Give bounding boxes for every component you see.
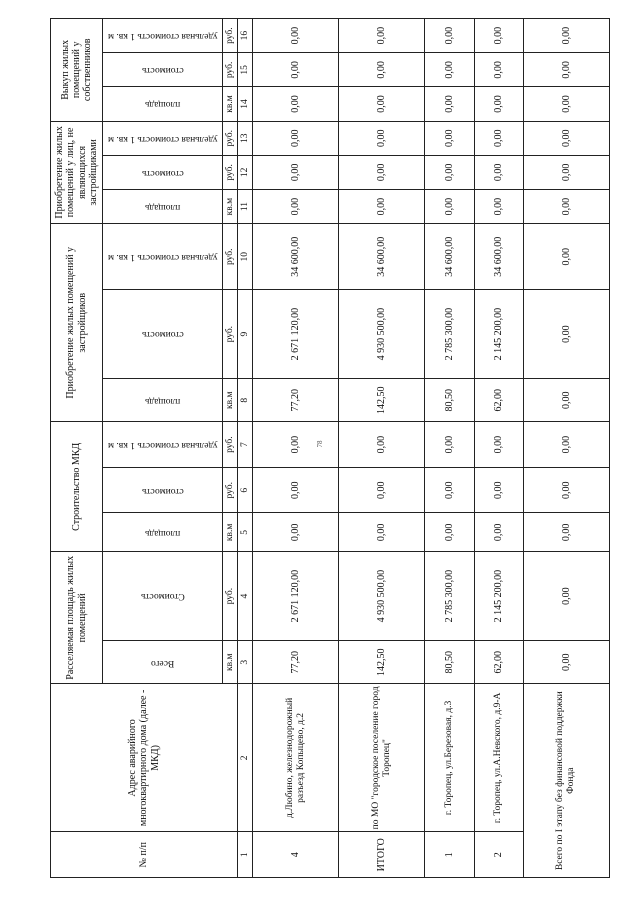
unit-cell: руб. xyxy=(223,552,238,641)
cell: 2 145 200,00 xyxy=(474,290,523,379)
cell: 0,00 xyxy=(474,155,523,189)
unit-cell: кв.м xyxy=(223,87,238,121)
col-number: 6 xyxy=(238,467,253,513)
subheader-area: площадь xyxy=(144,527,181,538)
cell: 0,00 xyxy=(474,19,523,53)
header-construction: Строительство МКД xyxy=(51,422,103,552)
cell: 0,00 xyxy=(523,290,609,379)
cell: 0,00 xyxy=(474,53,523,87)
cell: 0,00 xyxy=(339,467,425,513)
cell: 62,00 xyxy=(474,379,523,422)
unit-cell: руб. xyxy=(223,155,238,189)
cell: 0,00 xyxy=(425,19,474,53)
col-number: 5 xyxy=(238,513,253,552)
cell: 2 145 200,00 xyxy=(474,552,523,641)
cell: 0,00 xyxy=(253,467,339,513)
cell: 0,00 xyxy=(339,53,425,87)
header-purchase-dev: Приобретение жилых помещений у застройщиков xyxy=(51,224,103,422)
page-number: 78 xyxy=(316,440,324,448)
cell: 0,00 xyxy=(339,513,425,552)
unit-cell: руб. xyxy=(223,467,238,513)
col-number: 12 xyxy=(238,155,253,189)
cell: 0,00 xyxy=(425,121,474,155)
cell: 0,00 xyxy=(523,121,609,155)
col-number: 9 xyxy=(238,290,253,379)
subheader-cost: стоимость xyxy=(141,65,184,76)
col-number: 10 xyxy=(238,224,253,290)
col-number: 7 xyxy=(238,422,253,468)
subheader-total: Всего xyxy=(150,657,175,668)
col-number: 16 xyxy=(238,19,253,53)
cell: 0,00 xyxy=(523,189,609,223)
unit-cell: руб. xyxy=(223,224,238,290)
cell: 0,00 xyxy=(523,379,609,422)
cell: 0,00 xyxy=(523,422,609,468)
cell: 77,20 xyxy=(253,641,339,684)
col-number: 2 xyxy=(238,684,253,832)
col-number: 3 xyxy=(238,641,253,684)
col-number: 1 xyxy=(238,832,253,878)
unit-cell: руб. xyxy=(223,19,238,53)
subheader-unit-cost: удельная стоимость 1 кв. м xyxy=(107,30,218,41)
unit-cell: кв.м xyxy=(223,513,238,552)
cell: 0,00 xyxy=(253,155,339,189)
cell: 62,00 xyxy=(474,641,523,684)
header-resettled: Расселяемая площадь жилых помещений xyxy=(51,552,103,684)
cell: 4 930 500,00 xyxy=(339,290,425,379)
cell: 0,00 xyxy=(523,467,609,513)
table-row xyxy=(425,19,474,878)
col-number: 8 xyxy=(238,379,253,422)
header-purchase-non-dev: Приобретение жилых помещений у лиц, не являющихся застройщиками xyxy=(51,121,103,224)
cell: 0,00 xyxy=(474,87,523,121)
cell: 0,00 xyxy=(339,121,425,155)
header-buyout: Выкуп жилых помещений у собственников xyxy=(51,19,103,122)
cell: 80,50 xyxy=(425,379,474,422)
row-num: 1 xyxy=(425,832,474,878)
cell: 0,00 xyxy=(425,513,474,552)
cell: 0,00 xyxy=(523,155,609,189)
cell: 0,00 xyxy=(253,87,339,121)
row-address: д.Любино, железнодорожный разъезд Копыцево, д.2 xyxy=(253,684,339,832)
unit-cell: руб. xyxy=(223,422,238,468)
cell: 0,00 xyxy=(253,121,339,155)
cell: 0,00 xyxy=(339,87,425,121)
col-number: 4 xyxy=(238,552,253,641)
cell: 34 600,00 xyxy=(425,224,474,290)
row-address: г. Торопец, ул.А.Невского, д.9-А xyxy=(474,684,523,832)
subheader-area: площадь xyxy=(144,99,181,110)
cell: 0,00 xyxy=(523,513,609,552)
cell: 0,00 xyxy=(425,467,474,513)
rotated-table-container xyxy=(50,18,610,878)
cell: 0,00 xyxy=(253,19,339,53)
row-address: по МО "городское поселение город Торопец" xyxy=(339,684,425,832)
subheader-unit-cost: удельная стоимость 1 кв. м xyxy=(107,133,218,144)
subheader-area: площадь xyxy=(144,395,181,406)
unit-cell: кв.м xyxy=(223,189,238,223)
col-number: 11 xyxy=(238,189,253,223)
cell: 0,00 xyxy=(523,53,609,87)
row-num: 2 xyxy=(474,832,523,878)
row-num: ИТОГО xyxy=(339,832,425,878)
cell: 34 600,00 xyxy=(339,224,425,290)
resettlement-table xyxy=(50,18,610,878)
cell: 0,00 xyxy=(474,121,523,155)
unit-cell: руб. xyxy=(223,53,238,87)
subheader-cost: стоимость xyxy=(141,329,184,340)
cell: 142,50 xyxy=(339,379,425,422)
cell: 2 785 300,00 xyxy=(425,290,474,379)
header-num: № п/п xyxy=(51,832,238,878)
cell: 0,00 xyxy=(253,189,339,223)
subheader-cost: стоимость xyxy=(141,485,184,496)
cell: 0,00 xyxy=(474,467,523,513)
subheader-area: площадь xyxy=(144,201,181,212)
cell: 0,00 xyxy=(253,422,339,468)
footer-row xyxy=(523,19,609,878)
subheader-unit-cost: удельная стоимость 1 кв. м xyxy=(107,439,218,450)
cell: 0,00 xyxy=(253,513,339,552)
cell: 0,00 xyxy=(474,422,523,468)
cell: 2 785 300,00 xyxy=(425,552,474,641)
cell: 0,00 xyxy=(425,87,474,121)
col-number: 14 xyxy=(238,87,253,121)
table-row xyxy=(253,19,339,878)
row-num: 4 xyxy=(253,832,339,878)
cell: 0,00 xyxy=(523,87,609,121)
column-numbers-row xyxy=(238,19,253,878)
cell: 0,00 xyxy=(523,552,609,641)
cell: 80,50 xyxy=(425,641,474,684)
cell: 0,00 xyxy=(425,189,474,223)
cell: 142,50 xyxy=(339,641,425,684)
subheader-unit-cost: удельная стоимость 1 кв. м xyxy=(107,252,218,263)
subheader-cost-cap: Стоимость xyxy=(140,591,185,602)
cell: 34 600,00 xyxy=(253,224,339,290)
cell: 0,00 xyxy=(425,422,474,468)
col-number: 13 xyxy=(238,121,253,155)
cell: 77,20 xyxy=(253,379,339,422)
cell: 0,00 xyxy=(339,189,425,223)
cell: 34 600,00 xyxy=(474,224,523,290)
cell: 0,00 xyxy=(425,155,474,189)
unit-cell: кв.м xyxy=(223,641,238,684)
row-address: г. Торопец, ул.Березовая, д.3 xyxy=(425,684,474,832)
unit-cell: руб. xyxy=(223,121,238,155)
cell: 2 671 120,00 xyxy=(253,552,339,641)
header-address: Адрес аварийного многоквартирного дома (далее - МКД) xyxy=(51,684,238,832)
cell: 2 671 120,00 xyxy=(253,290,339,379)
table-row xyxy=(474,19,523,878)
cell: 0,00 xyxy=(523,641,609,684)
cell: 0,00 xyxy=(523,19,609,53)
cell: 0,00 xyxy=(425,53,474,87)
cell: 0,00 xyxy=(474,513,523,552)
cell: 0,00 xyxy=(339,422,425,468)
subheader-cost: стоимость xyxy=(141,167,184,178)
cell: 0,00 xyxy=(474,189,523,223)
col-number: 15 xyxy=(238,53,253,87)
cell: 0,00 xyxy=(523,224,609,290)
unit-cell: кв.м xyxy=(223,379,238,422)
cell: 0,00 xyxy=(339,19,425,53)
unit-cell: руб. xyxy=(223,290,238,379)
cell: 0,00 xyxy=(339,155,425,189)
cell: 4 930 500,00 xyxy=(339,552,425,641)
footer-label: Всего по I этапу без финансовой поддержки Фонда xyxy=(523,684,609,878)
table-row xyxy=(339,19,425,878)
cell: 0,00 xyxy=(253,53,339,87)
